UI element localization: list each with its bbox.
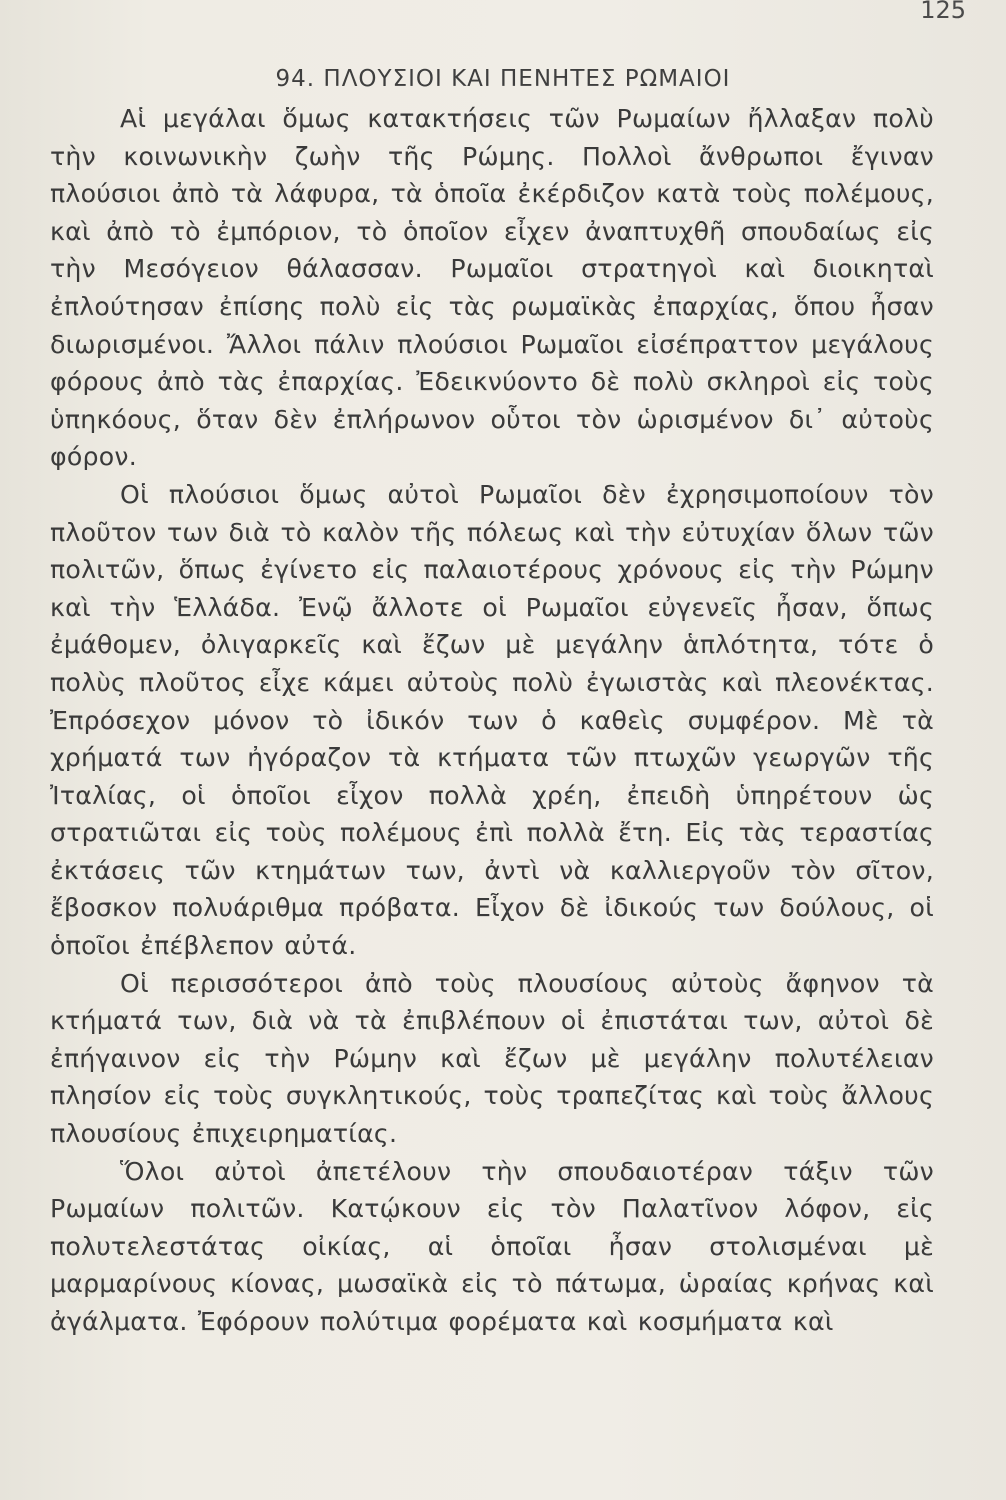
page-number: 125	[920, 0, 966, 24]
chapter-title: 94. ΠΛΟΥΣΙΟΙ ΚΑΙ ΠΕΝΗΤΕΣ ΡΩΜΑΙΟΙ	[275, 66, 731, 92]
body-text	[50, 100, 934, 1341]
paragraph: Αἱ μεγάλαι ὅμως κατακτήσεις τῶν Ρωμαίων ἤλλαξαν πολὺ τὴν κοινωνικὴν ζωὴν τῆς Ρώμης. Πολλοὶ ἄνθρωποι ἔγιναν πλούσιοι ἀπὸ τὰ λάφυρα, τὰ ὁποῖα ἐκέρδιζον κατὰ τοὺς πολέμους, καὶ ἀπὸ τὸ ἐμπόριον, τὸ ὁποῖον εἶχεν ἀναπτυχθῆ σπουδαίως εἰς τὴν Μεσόγειον θάλασσαν. Ρωμαῖοι στρατηγοὶ καὶ διοικηταὶ ἐπλούτησαν ἐπίσης πολὺ εἰς τὰς ρωμαϊκὰς ἐπαρχίας, ὅπου ἦσαν διωρισμένοι. Ἄλλοι πάλιν πλούσιοι Ρωμαῖοι εἰσέπραττον μεγάλους φόρους ἀπὸ τὰς ἐπαρχίας. Ἐδεικνύοντο δὲ πολὺ σκληροὶ εἰς τοὺς ὑπηκόους, ὅταν δὲν ἐπλήρωνον οὗτοι τὸν ὡρισμένον δι᾽ αὐτοὺς φόρον.	[50, 104, 934, 472]
paragraph: Οἱ περισσότεροι ἀπὸ τοὺς πλουσίους αὐτοὺς ἄφηνον τὰ κτήματά των, διὰ νὰ τὰ ἐπιβλέπουν οἱ ἐπιστάται των, αὐτοὶ δὲ ἐπήγαινον εἰς τὴν Ρώμην καὶ ἔζων μὲ μεγάλην πολυτέλειαν πλησίον εἰς τοὺς συγκλητικούς, τοὺς τραπεζίτας καὶ τοὺς ἄλλους πλουσίους ἐπιχειρηματίας.	[50, 968, 934, 1149]
paragraph: Οἱ πλούσιοι ὅμως αὐτοὶ Ρωμαῖοι δὲν ἐχρησιμοποίουν τὸν πλοῦτον των διὰ τὸ καλὸν τῆς πόλεως καὶ τὴν εὐτυχίαν ὅλων τῶν πολιτῶν, ὅπως ἐγίνετο εἰς παλαιοτέρους χρόνους εἰς τὴν Ρώμην καὶ τὴν Ἑλλάδα. Ἐνῷ ἄλλοτε οἱ Ρωμαῖοι εὐγενεῖς ἦσαν, ὅπως ἐμάθομεν, ὀλιγαρκεῖς καὶ ἔζων μὲ μεγάλην ἁπλότητα, τότε ὁ πολὺς πλοῦτος εἶχε κάμει αὐτοὺς πολὺ ἐγωιστὰς καὶ πλεονέκτας. Ἐπρόσεχον μόνον τὸ ἰδικόν των ὁ καθεὶς συμφέρον. Μὲ τὰ χρήματά των ἠγόραζον τὰ κτήματα τῶν πτωχῶν γεωργῶν τῆς Ἰταλίας, οἱ ὁποῖοι εἶχον πολλὰ χρέη, ἐπειδὴ ὑπηρέτουν ὡς στρατιῶται εἰς τοὺς πολέμους ἐπὶ πολλὰ ἔτη. Εἰς τὰς τεραστίας ἐκτάσεις τῶν κτημάτων των, ἀντὶ νὰ καλλιεργοῦν τὸν σῖτον, ἔβοσκον πολυάριθμα πρόβατα. Εἶχον δὲ ἰδικούς των δούλους, οἱ ὁποῖοι ἐπέβλεπον αὐτά.	[50, 479, 934, 961]
paragraph: Ὅλοι αὐτοὶ ἀπετέλουν τὴν σπουδαιοτέραν τάξιν τῶν Ρωμαίων πολιτῶν. Κατῴκουν εἰς τὸν Παλατῖνον λόφον, εἰς πολυτελεστάτας οἰκίας, αἱ ὁποῖαι ἦσαν στολισμέναι μὲ μαρμαρίνους κίονας, μωσαϊκὰ εἰς τὸ πάτωμα, ὡραίας κρήνας καὶ ἀγάλματα. Ἐφόρουν πολύτιμα φορέματα καὶ κοσμήματα καὶ	[50, 1156, 934, 1336]
